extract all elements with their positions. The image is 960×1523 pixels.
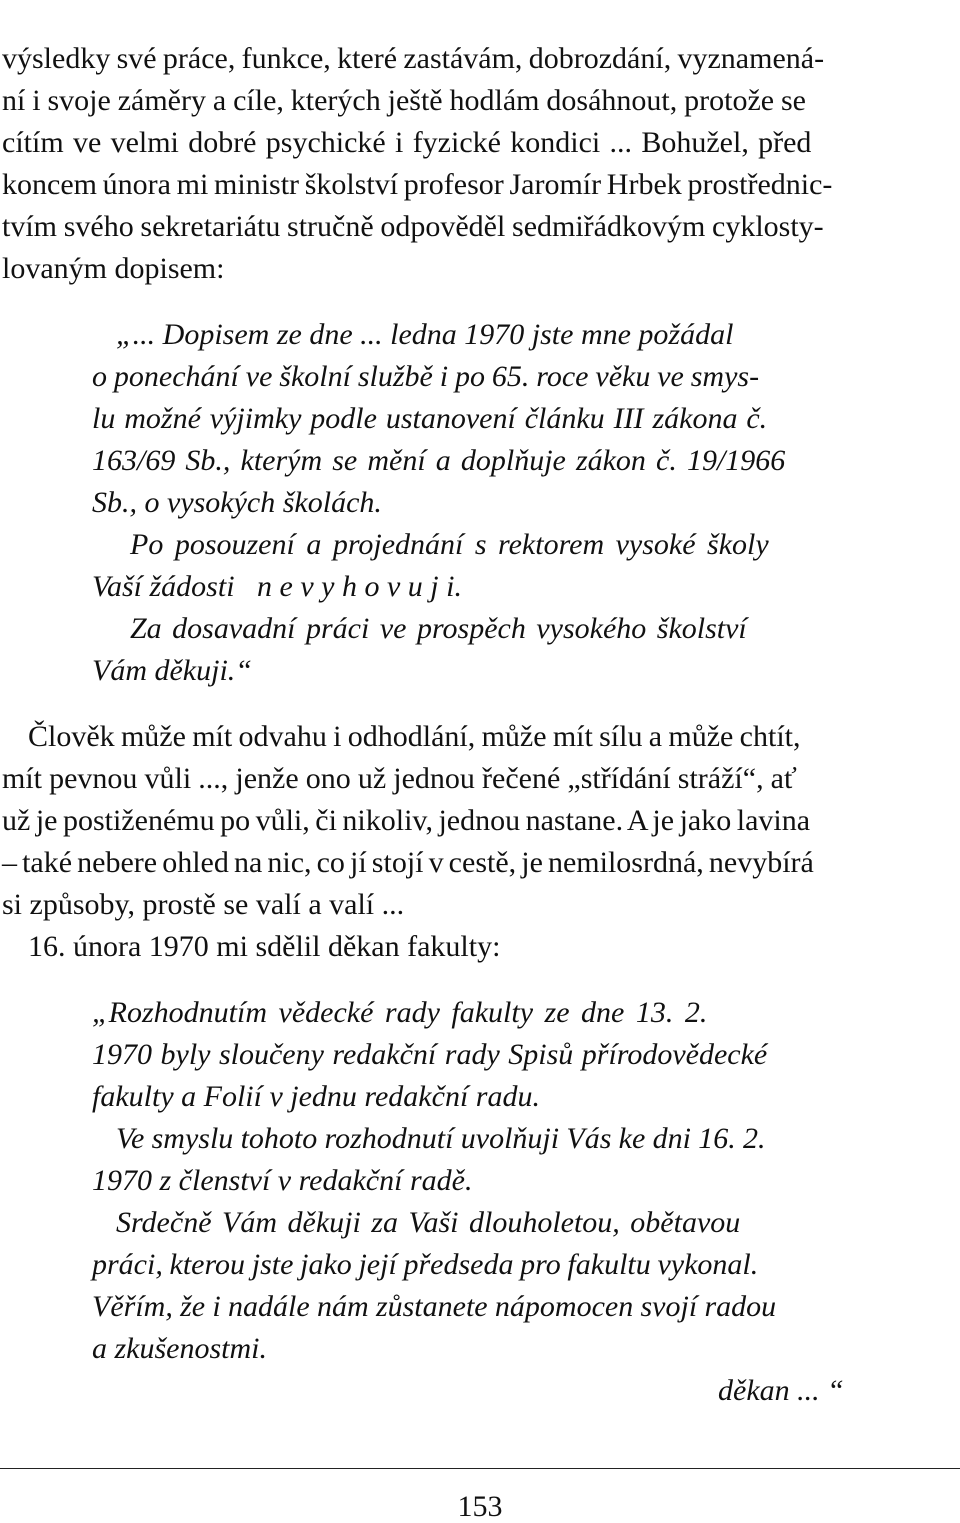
quote-2-line-6: Srdečně Vám děkuji za Vaši dlouholetou, obětavou (116, 1206, 741, 1239)
paragraph-1-line-6: lovaným dopisem: (2, 252, 225, 285)
footer-rule (0, 1468, 960, 1469)
paragraph-2-line-4: – také nebere ohled na nic, co jí stojí v cestě, je nemilosrdná, nevybírá (2, 846, 814, 879)
paragraph-2-line-6: 16. února 1970 mi sdělil děkan fakulty: (28, 930, 501, 963)
paragraph-1-line-3: cítím ve velmi dobré psychické i fyzické kondici ... Bohužel, před (2, 126, 812, 159)
paragraph-1-line-5: tvím svého sekretariátu stručně odpověděl sedmiřádkovým cyklosty- (2, 210, 824, 243)
quote-2-line-5: 1970 z členství v redakční radě. (92, 1164, 473, 1197)
quote-1-line-1: „... Dopisem ze dne ... ledna 1970 jste mne požádal (116, 318, 734, 351)
paragraph-1-line-1: výsledky své práce, funkce, které zastávám, dobrozdání, vyznamená- (2, 42, 825, 75)
quote-2-line-3: fakulty a Folií v jednu redakční radu. (92, 1080, 540, 1113)
quote-1-line-9: Vám děkuji.“ (92, 654, 252, 687)
quote-2-line-9: a zkušenostmi. (92, 1332, 267, 1365)
quote-1-line-6: Po posouzení a projednání s rektorem vysoké školy (130, 528, 769, 561)
paragraph-2-line-2: mít pevnou vůli ..., jenže ono už jednou řečené „střídání stráží“, ať (2, 762, 797, 795)
paragraph-1-line-4: koncem února mi ministr školství profesor Jaromír Hrbek prostřednic- (2, 168, 833, 201)
quote-2-line-4: Ve smyslu tohoto rozhodnutí uvolňuji Vás ke dni 16. 2. (116, 1122, 766, 1155)
quote-1-line-4: 163/69 Sb., kterým se mění a doplňuje zákon č. 19/1966 (92, 444, 786, 477)
quote-1-line-3: lu možné výjimky podle ustanovení článku III zákona č. (92, 402, 768, 435)
quote-1-line-2: o ponechání ve školní službě i po 65. roce věku ve smys- (92, 360, 760, 393)
quote-2-signature: děkan ... “ (718, 1374, 844, 1407)
paragraph-2-line-3: už je postiženému po vůli, či nikoliv, jednou nastane. A je jako lavina (2, 804, 811, 837)
paragraph-2-line-5: si způsoby, prostě se valí a valí ... (2, 888, 405, 921)
quote-2-line-7: práci, kterou jste jako její předseda pro fakultu vykonal. (92, 1248, 759, 1281)
quote-1-line-5: Sb., o vysokých školách. (92, 486, 382, 519)
paragraph-1-line-2: ní i svoje záměry a cíle, kterých ještě hodlám dosáhnout, protože se (2, 84, 806, 117)
paragraph-2-line-1: Člověk může mít odvahu i odhodlání, může mít sílu a může chtít, (28, 720, 801, 753)
quote-2-line-2: 1970 byly sloučeny redakční rady Spisů přírodovědecké (92, 1038, 768, 1071)
quote-2-line-8: Věřím, že i nadále nám zůstanete nápomocen svojí radou (92, 1290, 777, 1323)
page-number: 153 (457, 1490, 503, 1523)
quote-1-line-8: Za dosavadní práci ve prospěch vysokého školství (130, 612, 747, 645)
quote-1-line-7: Vaší žádosti n e v y h o v u j i. (92, 570, 462, 603)
quote-2-line-1: „Rozhodnutím vědecké rady fakulty ze dne 13. 2. (92, 996, 708, 1029)
